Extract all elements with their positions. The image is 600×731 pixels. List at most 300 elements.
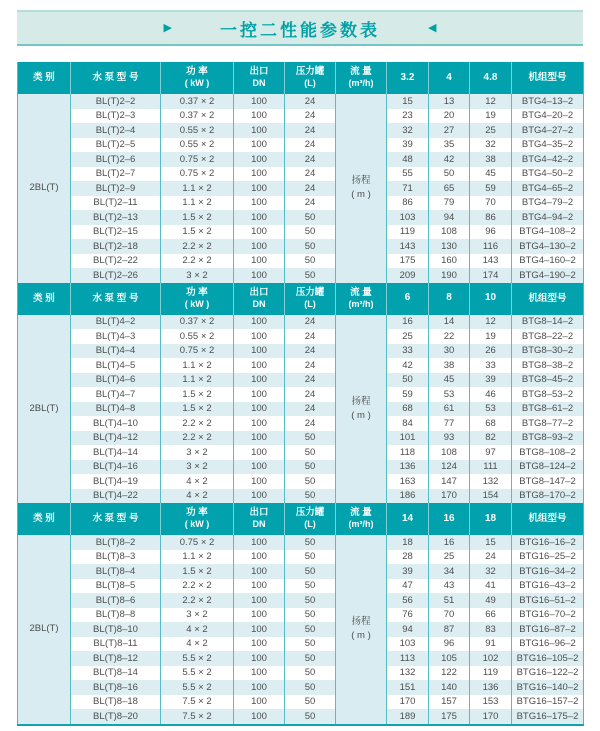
cell-head-value-3: 136	[470, 680, 512, 695]
cell-pressure-tank: 50	[285, 564, 336, 579]
cell-unit-model: BTG4–65–2	[512, 181, 584, 196]
col-header-unit-model: 机组型号	[512, 283, 584, 315]
cell-pump-model: BL(T)4–7	[71, 387, 161, 402]
cell-pressure-tank: 50	[285, 460, 336, 475]
cell-head-value-2: 77	[429, 416, 470, 431]
cell-outlet-dn: 100	[234, 593, 285, 608]
cell-outlet-dn: 100	[234, 637, 285, 652]
cell-outlet-dn: 100	[234, 431, 285, 446]
cell-unit-model: BTG8–45–2	[512, 373, 584, 388]
cell-pressure-tank: 50	[285, 651, 336, 666]
table-row	[18, 268, 584, 283]
col-header-flow: 流 量 (m³/h)	[336, 62, 387, 94]
cell-unit-model: BTG4–94–2	[512, 210, 584, 225]
col-header-pump-model: 水 泵 型 号	[71, 503, 161, 535]
table-row	[18, 138, 584, 153]
cell-head-value-3: 26	[470, 344, 512, 359]
cell-unit-model: BTG16–70–2	[512, 608, 584, 623]
cell-power: 1.5 × 2	[161, 402, 234, 417]
cell-pump-model: BL(T)4–14	[71, 445, 161, 460]
cell-head-value-2: 93	[429, 431, 470, 446]
col-header-flow-point: 4	[429, 62, 470, 94]
cell-outlet-dn: 100	[234, 373, 285, 388]
cell-pressure-tank: 24	[285, 123, 336, 138]
table-row	[18, 680, 584, 695]
cell-head-value-1: 119	[387, 225, 429, 240]
cell-power: 0.55 × 2	[161, 138, 234, 153]
cell-head-value-3: 102	[470, 651, 512, 666]
cell-pressure-tank: 50	[285, 608, 336, 623]
cell-head-value-2: 140	[429, 680, 470, 695]
cell-power: 3 × 2	[161, 445, 234, 460]
cell-head-value-1: 50	[387, 373, 429, 388]
cell-head-value-3: 86	[470, 210, 512, 225]
cell-power: 1.5 × 2	[161, 564, 234, 579]
cell-pressure-tank: 50	[285, 709, 336, 725]
cell-power: 4 × 2	[161, 622, 234, 637]
cell-unit-model: BTG16–105–2	[512, 651, 584, 666]
cell-outlet-dn: 100	[234, 210, 285, 225]
cell-power: 1.5 × 2	[161, 210, 234, 225]
table-row	[18, 315, 584, 330]
table-row	[18, 489, 584, 504]
col-header-outlet-dn: 出口 DN	[234, 283, 285, 315]
cell-pressure-tank: 50	[285, 680, 336, 695]
cell-head-value-3: 83	[470, 622, 512, 637]
table-row	[18, 225, 584, 240]
cell-power: 5.5 × 2	[161, 680, 234, 695]
cell-outlet-dn: 100	[234, 225, 285, 240]
cell-head-label: 扬程 ( m )	[336, 315, 387, 504]
table-row	[18, 651, 584, 666]
cell-head-value-1: 86	[387, 196, 429, 211]
col-header-category: 类 别	[18, 503, 71, 535]
cell-head-value-3: 39	[470, 373, 512, 388]
cell-head-value-3: 97	[470, 445, 512, 460]
cell-outlet-dn: 100	[234, 167, 285, 182]
cell-unit-model: BTG8–30–2	[512, 344, 584, 359]
cell-head-value-3: 15	[470, 535, 512, 550]
cell-pump-model: BL(T)4–4	[71, 344, 161, 359]
cell-head-value-2: 51	[429, 593, 470, 608]
cell-unit-model: BTG16–16–2	[512, 535, 584, 550]
cell-head-value-3: 119	[470, 666, 512, 681]
cell-unit-model: BTG8–170–2	[512, 489, 584, 504]
cell-power: 1.1 × 2	[161, 550, 234, 565]
cell-power: 3 × 2	[161, 460, 234, 475]
cell-power: 3 × 2	[161, 608, 234, 623]
cell-head-value-2: 157	[429, 695, 470, 710]
cell-outlet-dn: 100	[234, 196, 285, 211]
cell-unit-model: BTG4–79–2	[512, 196, 584, 211]
cell-pump-model: BL(T)4–8	[71, 402, 161, 417]
cell-head-value-3: 68	[470, 416, 512, 431]
cell-head-value-2: 96	[429, 637, 470, 652]
cell-pump-model: BL(T)2–13	[71, 210, 161, 225]
cell-unit-model: BTG16–25–2	[512, 550, 584, 565]
col-header-flow-point: 6	[387, 283, 429, 315]
performance-table	[17, 62, 584, 726]
cell-power: 4 × 2	[161, 637, 234, 652]
cell-power: 2.2 × 2	[161, 254, 234, 269]
cell-head-value-2: 53	[429, 387, 470, 402]
cell-unit-model: BTG8–53–2	[512, 387, 584, 402]
cell-unit-model: BTG4–35–2	[512, 138, 584, 153]
cell-pump-model: BL(T)8–2	[71, 535, 161, 550]
cell-unit-model: BTG8–93–2	[512, 431, 584, 446]
cell-head-value-3: 111	[470, 460, 512, 475]
cell-power: 4 × 2	[161, 489, 234, 504]
cell-head-value-3: 24	[470, 550, 512, 565]
cell-head-value-1: 76	[387, 608, 429, 623]
cell-outlet-dn: 100	[234, 239, 285, 254]
cell-unit-model: BTG16–157–2	[512, 695, 584, 710]
cell-head-value-2: 35	[429, 138, 470, 153]
cell-pump-model: BL(T)8–18	[71, 695, 161, 710]
cell-head-value-3: 33	[470, 358, 512, 373]
cell-unit-model: BTG16–43–2	[512, 579, 584, 594]
cell-power: 2.2 × 2	[161, 579, 234, 594]
cell-unit-model: BTG4–50–2	[512, 167, 584, 182]
cell-pressure-tank: 24	[285, 167, 336, 182]
table-row	[18, 152, 584, 167]
cell-pressure-tank: 50	[285, 637, 336, 652]
cell-pressure-tank: 24	[285, 315, 336, 330]
cell-pressure-tank: 50	[285, 622, 336, 637]
cell-head-value-2: 160	[429, 254, 470, 269]
cell-head-value-1: 18	[387, 535, 429, 550]
table-row	[18, 474, 584, 489]
cell-head-value-3: 32	[470, 564, 512, 579]
cell-outlet-dn: 100	[234, 579, 285, 594]
cell-category: 2BL(T)	[18, 315, 71, 504]
cell-pump-model: BL(T)8–12	[71, 651, 161, 666]
cell-head-value-1: 189	[387, 709, 429, 725]
cell-pressure-tank: 24	[285, 152, 336, 167]
cell-pressure-tank: 50	[285, 489, 336, 504]
cell-power: 0.75 × 2	[161, 535, 234, 550]
cell-power: 7.5 × 2	[161, 709, 234, 725]
table-row	[18, 329, 584, 344]
cell-pump-model: BL(T)2–2	[71, 94, 161, 109]
cell-head-value-2: 170	[429, 489, 470, 504]
cell-head-value-1: 68	[387, 402, 429, 417]
cell-outlet-dn: 100	[234, 535, 285, 550]
cell-head-value-3: 143	[470, 254, 512, 269]
cell-pressure-tank: 24	[285, 329, 336, 344]
cell-pump-model: BL(T)2–22	[71, 254, 161, 269]
section-header-row	[18, 283, 584, 315]
table-row	[18, 402, 584, 417]
cell-head-value-3: 25	[470, 123, 512, 138]
table-row	[18, 637, 584, 652]
cell-outlet-dn: 100	[234, 666, 285, 681]
cell-power: 2.2 × 2	[161, 239, 234, 254]
cell-head-value-1: 170	[387, 695, 429, 710]
cell-head-value-3: 41	[470, 579, 512, 594]
cell-head-value-3: 12	[470, 315, 512, 330]
cell-pressure-tank: 24	[285, 416, 336, 431]
table-row	[18, 196, 584, 211]
table-row	[18, 666, 584, 681]
col-header-flow: 流 量 (m³/h)	[336, 503, 387, 535]
cell-outlet-dn: 100	[234, 460, 285, 475]
col-header-category: 类 别	[18, 62, 71, 94]
cell-pressure-tank: 24	[285, 109, 336, 124]
cell-outlet-dn: 100	[234, 109, 285, 124]
cell-head-value-1: 136	[387, 460, 429, 475]
cell-head-value-1: 118	[387, 445, 429, 460]
cell-unit-model: BTG8–124–2	[512, 460, 584, 475]
cell-power: 0.37 × 2	[161, 94, 234, 109]
col-header-flow-point: 14	[387, 503, 429, 535]
cell-pressure-tank: 50	[285, 550, 336, 565]
cell-pressure-tank: 50	[285, 268, 336, 283]
cell-head-value-2: 22	[429, 329, 470, 344]
cell-pressure-tank: 24	[285, 402, 336, 417]
cell-unit-model: BTG16–175–2	[512, 709, 584, 725]
cell-pump-model: BL(T)4–2	[71, 315, 161, 330]
cell-pressure-tank: 24	[285, 94, 336, 109]
table-row	[18, 109, 584, 124]
col-header-power: 功 率 ( kW )	[161, 503, 234, 535]
cell-unit-model: BTG8–147–2	[512, 474, 584, 489]
cell-pump-model: BL(T)4–3	[71, 329, 161, 344]
cell-pump-model: BL(T)2–18	[71, 239, 161, 254]
cell-head-value-3: 153	[470, 695, 512, 710]
cell-pump-model: BL(T)4–10	[71, 416, 161, 431]
cell-head-value-3: 53	[470, 402, 512, 417]
cell-unit-model: BTG4–130–2	[512, 239, 584, 254]
cell-unit-model: BTG8–38–2	[512, 358, 584, 373]
cell-head-value-2: 108	[429, 225, 470, 240]
cell-pump-model: BL(T)2–6	[71, 152, 161, 167]
cell-pressure-tank: 50	[285, 239, 336, 254]
cell-power: 4 × 2	[161, 474, 234, 489]
cell-power: 2.2 × 2	[161, 431, 234, 446]
cell-head-value-2: 27	[429, 123, 470, 138]
cell-unit-model: BTG16–87–2	[512, 622, 584, 637]
cell-category: 2BL(T)	[18, 94, 71, 283]
col-header-category: 类 别	[18, 283, 71, 315]
cell-power: 0.75 × 2	[161, 152, 234, 167]
cell-pressure-tank: 50	[285, 593, 336, 608]
cell-head-value-2: 79	[429, 196, 470, 211]
cell-pressure-tank: 50	[285, 225, 336, 240]
cell-unit-model: BTG4–42–2	[512, 152, 584, 167]
cell-outlet-dn: 100	[234, 709, 285, 725]
col-header-pressure-tank: 压力罐 (L)	[285, 283, 336, 315]
table-row	[18, 94, 584, 109]
cell-head-value-1: 42	[387, 358, 429, 373]
cell-head-value-3: 38	[470, 152, 512, 167]
cell-head-value-3: 132	[470, 474, 512, 489]
cell-unit-model: BTG16–122–2	[512, 666, 584, 681]
cell-head-value-2: 190	[429, 268, 470, 283]
left-triangle-icon: ◀	[428, 21, 437, 34]
cell-outlet-dn: 100	[234, 416, 285, 431]
cell-head-value-1: 151	[387, 680, 429, 695]
cell-head-value-3: 19	[470, 109, 512, 124]
col-header-pump-model: 水 泵 型 号	[71, 283, 161, 315]
cell-head-value-1: 32	[387, 123, 429, 138]
cell-pump-model: BL(T)8–14	[71, 666, 161, 681]
cell-pump-model: BL(T)4–22	[71, 489, 161, 504]
cell-power: 0.55 × 2	[161, 123, 234, 138]
table-row	[18, 431, 584, 446]
cell-head-value-2: 108	[429, 445, 470, 460]
cell-pressure-tank: 24	[285, 196, 336, 211]
cell-pump-model: BL(T)8–6	[71, 593, 161, 608]
cell-unit-model: BTG4–27–2	[512, 123, 584, 138]
cell-power: 1.5 × 2	[161, 387, 234, 402]
cell-pressure-tank: 50	[285, 474, 336, 489]
cell-pump-model: BL(T)2–15	[71, 225, 161, 240]
col-header-flow: 流 量 (m³/h)	[336, 283, 387, 315]
cell-pump-model: BL(T)4–5	[71, 358, 161, 373]
cell-head-value-1: 59	[387, 387, 429, 402]
cell-pump-model: BL(T)8–5	[71, 579, 161, 594]
cell-head-label: 扬程 ( m )	[336, 94, 387, 283]
table-row	[18, 344, 584, 359]
col-header-unit-model: 机组型号	[512, 62, 584, 94]
cell-pressure-tank: 50	[285, 666, 336, 681]
cell-head-value-1: 209	[387, 268, 429, 283]
table-row	[18, 416, 584, 431]
cell-power: 0.75 × 2	[161, 167, 234, 182]
cell-outlet-dn: 100	[234, 329, 285, 344]
cell-head-value-2: 43	[429, 579, 470, 594]
cell-head-value-1: 25	[387, 329, 429, 344]
cell-head-value-1: 103	[387, 210, 429, 225]
cell-head-value-2: 65	[429, 181, 470, 196]
cell-pressure-tank: 50	[285, 695, 336, 710]
cell-head-value-2: 124	[429, 460, 470, 475]
col-header-unit-model: 机组型号	[512, 503, 584, 535]
cell-outlet-dn: 100	[234, 402, 285, 417]
cell-head-value-3: 170	[470, 709, 512, 725]
cell-pump-model: BL(T)2–4	[71, 123, 161, 138]
cell-outlet-dn: 100	[234, 152, 285, 167]
cell-head-value-2: 87	[429, 622, 470, 637]
cell-outlet-dn: 100	[234, 608, 285, 623]
cell-pump-model: BL(T)4–19	[71, 474, 161, 489]
cell-pump-model: BL(T)8–8	[71, 608, 161, 623]
cell-head-value-3: 82	[470, 431, 512, 446]
cell-head-value-2: 45	[429, 373, 470, 388]
cell-pump-model: BL(T)2–7	[71, 167, 161, 182]
cell-pressure-tank: 50	[285, 579, 336, 594]
table-row	[18, 593, 584, 608]
cell-power: 0.55 × 2	[161, 329, 234, 344]
cell-pressure-tank: 50	[285, 431, 336, 446]
cell-outlet-dn: 100	[234, 268, 285, 283]
cell-head-value-1: 84	[387, 416, 429, 431]
table-row	[18, 460, 584, 475]
cell-head-value-2: 25	[429, 550, 470, 565]
cell-unit-model: BTG4–20–2	[512, 109, 584, 124]
cell-category: 2BL(T)	[18, 535, 71, 725]
col-header-pressure-tank: 压力罐 (L)	[285, 62, 336, 94]
cell-power: 1.1 × 2	[161, 181, 234, 196]
cell-outlet-dn: 100	[234, 123, 285, 138]
cell-pump-model: BL(T)2–5	[71, 138, 161, 153]
col-header-power: 功 率 ( kW )	[161, 62, 234, 94]
table-row	[18, 181, 584, 196]
table-row	[18, 167, 584, 182]
cell-head-value-1: 186	[387, 489, 429, 504]
cell-power: 0.37 × 2	[161, 109, 234, 124]
cell-outlet-dn: 100	[234, 94, 285, 109]
page-title: 一控二性能参数表	[220, 20, 380, 40]
cell-power: 3 × 2	[161, 268, 234, 283]
cell-pump-model: BL(T)2–11	[71, 196, 161, 211]
cell-outlet-dn: 100	[234, 680, 285, 695]
cell-power: 7.5 × 2	[161, 695, 234, 710]
cell-head-value-2: 14	[429, 315, 470, 330]
cell-head-label: 扬程 ( m )	[336, 535, 387, 725]
table-row	[18, 387, 584, 402]
cell-outlet-dn: 100	[234, 254, 285, 269]
cell-pressure-tank: 50	[285, 210, 336, 225]
cell-unit-model: BTG4–108–2	[512, 225, 584, 240]
cell-power: 0.37 × 2	[161, 315, 234, 330]
table-row	[18, 695, 584, 710]
cell-unit-model: BTG8–108–2	[512, 445, 584, 460]
cell-head-value-2: 70	[429, 608, 470, 623]
right-triangle-icon: ▶	[163, 21, 172, 34]
cell-head-value-1: 94	[387, 622, 429, 637]
table-row	[18, 445, 584, 460]
cell-outlet-dn: 100	[234, 181, 285, 196]
cell-power: 0.75 × 2	[161, 344, 234, 359]
cell-head-value-2: 175	[429, 709, 470, 725]
cell-unit-model: BTG8–77–2	[512, 416, 584, 431]
cell-head-value-1: 163	[387, 474, 429, 489]
cell-head-value-1: 101	[387, 431, 429, 446]
cell-power: 1.1 × 2	[161, 358, 234, 373]
cell-head-value-3: 49	[470, 593, 512, 608]
col-header-flow-point: 3.2	[387, 62, 429, 94]
col-header-flow-point: 18	[470, 503, 512, 535]
cell-unit-model: BTG16–140–2	[512, 680, 584, 695]
cell-outlet-dn: 100	[234, 358, 285, 373]
cell-outlet-dn: 100	[234, 564, 285, 579]
table-row	[18, 254, 584, 269]
cell-head-value-2: 147	[429, 474, 470, 489]
table-row	[18, 239, 584, 254]
cell-head-value-1: 39	[387, 138, 429, 153]
cell-pump-model: BL(T)8–16	[71, 680, 161, 695]
cell-head-value-2: 13	[429, 94, 470, 109]
table-row	[18, 550, 584, 565]
cell-head-value-2: 50	[429, 167, 470, 182]
cell-power: 1.5 × 2	[161, 225, 234, 240]
cell-pressure-tank: 50	[285, 254, 336, 269]
table-row	[18, 210, 584, 225]
cell-head-value-2: 122	[429, 666, 470, 681]
table-row	[18, 535, 584, 550]
col-header-flow-point: 4.8	[470, 62, 512, 94]
cell-pressure-tank: 24	[285, 373, 336, 388]
cell-pressure-tank: 24	[285, 358, 336, 373]
cell-pump-model: BL(T)4–6	[71, 373, 161, 388]
table-row	[18, 564, 584, 579]
cell-pump-model: BL(T)8–11	[71, 637, 161, 652]
cell-pump-model: BL(T)2–3	[71, 109, 161, 124]
table-row	[18, 608, 584, 623]
col-header-flow-point: 10	[470, 283, 512, 315]
